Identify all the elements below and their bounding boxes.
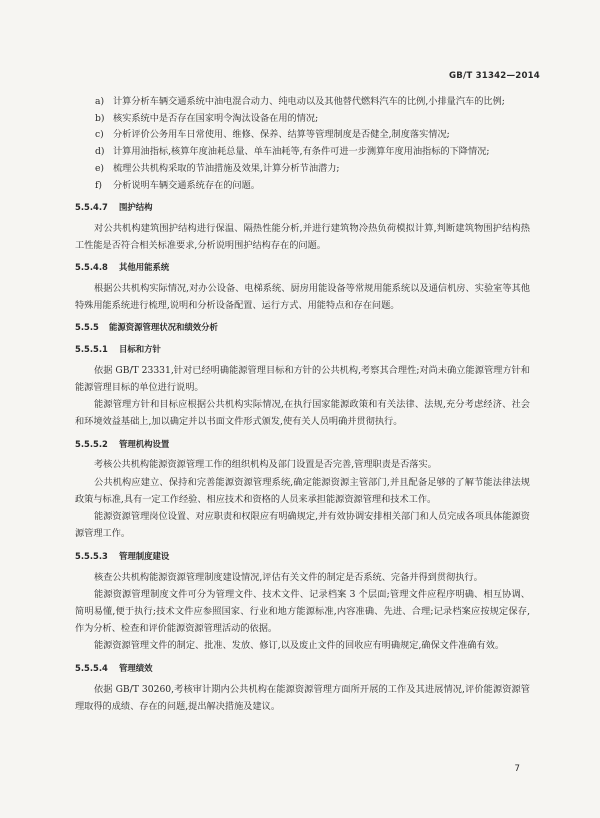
section-heading-5552	[75, 436, 530, 453]
section-heading-555	[75, 319, 530, 336]
list-item	[75, 178, 530, 195]
section-number: 5.5.5.3	[75, 550, 108, 561]
section-title: 管理机构设置	[119, 438, 170, 449]
list-item	[75, 111, 530, 128]
section-title: 其他用能系统	[119, 262, 170, 273]
list-marker: b)	[95, 112, 105, 124]
standard-number: GB/T 31342—2014	[448, 71, 540, 81]
paragraph: 依据 GB/T 23331,针对已经明确能源管理目标和方针的公共机构,考察其合理性;对尚未确立能源管理方针和能源管理目标的单位进行说明。	[75, 364, 530, 393]
list-item	[75, 161, 530, 178]
list-marker: d)	[95, 146, 105, 158]
section-heading-5553	[75, 548, 530, 565]
section-number: 5.5.4.7	[75, 202, 108, 213]
section-heading-5554	[75, 660, 530, 677]
list-item	[75, 127, 530, 144]
list-marker: e)	[95, 162, 105, 174]
section-heading-5548	[75, 259, 530, 276]
paragraph: 能源资源管理文件的制定、批准、发放、修订,以及废止文件的回收应有明确规定,确保文件准确有效。	[94, 640, 505, 652]
list-item	[75, 94, 530, 111]
list-text: 计算用油指标,核算年度油耗总量、单车油耗等,有条件可进一步测算年度用油指标的下降情况;	[113, 146, 490, 158]
paragraph: 依据 GB/T 30260,考核审计期内公共机构在能源资源管理方面所开展的工作及其进展情况,评价能源资源管理取得的成绩、存在的问题,提出解决措施及建议。	[75, 683, 530, 712]
list-text: 核实系统中是否存在国家明令淘汰设备在用的情况;	[113, 112, 319, 124]
list-item	[75, 144, 530, 161]
list-text: 分析评价公务用车日常使用、维修、保养、结算等管理制度是否健全,制度落实情况;	[113, 129, 450, 141]
paragraph: 核查公共机构能源资源管理制度建设情况,评估有关文件的制定是否系统、完备并得到贯彻执行。	[94, 571, 483, 583]
paragraph: 能源管理方针和目标应根据公共机构实际情况,在执行国家能源政策和有关法律、法规,充分考虑经济、社会和环境效益基础上,加以确定并以书面文件形式颁发,使有关人员明确并贯彻执行。	[75, 399, 530, 427]
paragraph: 考核公共机构能源资源管理工作的组织机构及部门设置是否完善,管理职责是否落实。	[94, 459, 437, 471]
list-marker: f)	[95, 179, 102, 191]
paragraph: 公共机构应建立、保持和完善能源资源管理系统,确定能源资源主管部门,并且配备足够的了解节能法律法规政策与标准,具有一定工作经验、相应技术和资格的人员来承担能源资源管理和技术工作。	[75, 477, 530, 505]
paragraph: 根据公共机构实际情况,对办公设备、电梯系统、厨房用能设备等常规用能系统以及通信机房、实验室等其他特殊用能系统进行梳理,说明和分析设备配置、运行方式、用能特点和存在问题。	[75, 283, 530, 311]
section-heading-5551	[75, 341, 530, 358]
section-number: 5.5.5	[75, 322, 99, 333]
section-title: 管理制度建设	[119, 550, 170, 561]
paragraph: 能源资源管理岗位设置、对应职责和权限应有明确规定,并有效协调安排相关部门和人员完成各项具体能源资源管理工作。	[75, 511, 530, 540]
list-text: 梳理公共机构采取的节油措施及效果,计算分析节油潜力;	[113, 162, 340, 174]
section-title: 围护结构	[119, 202, 153, 213]
section-title: 管理绩效	[119, 663, 153, 674]
list-text: 计算分析车辆交通系统中油电混合动力、纯电动以及其他替代燃料汽车的比例,小排量汽车的比例;	[113, 96, 505, 107]
paragraph: 能源资源管理制度文件可分为管理文件、技术文件、记录档案 3 个层面;管理文件应程序明确、相互协调、简明易懂,便于执行;技术文件应参照国家、行业和地方能源标准,内容准确、先进、合理;记录档案应按规定保存,作为分析、检查和评价能源资源管理活动的依据。	[75, 589, 530, 634]
section-number: 5.5.5.2	[75, 438, 108, 449]
list-marker: c)	[95, 129, 104, 141]
section-number: 5.5.5.1	[75, 344, 108, 355]
section-number: 5.5.4.8	[75, 262, 108, 273]
section-heading-5547	[75, 199, 530, 216]
section-title: 目标和方针	[119, 344, 161, 355]
page-content	[75, 94, 530, 716]
list-marker: a)	[95, 96, 105, 107]
paragraph: 对公共机构建筑围护结构进行保温、隔热性能分析,并进行建筑物冷热负荷模拟计算,判断建筑物围护结构热工性能是否符合相关标准要求,分析说明围护结构存在的问题。	[75, 222, 530, 251]
page-number: 7	[514, 764, 520, 774]
section-title: 能源资源管理状况和绩效分析	[109, 322, 218, 333]
list-text: 分析说明车辆交通系统存在的问题。	[113, 179, 260, 191]
section-number: 5.5.5.4	[75, 663, 108, 674]
